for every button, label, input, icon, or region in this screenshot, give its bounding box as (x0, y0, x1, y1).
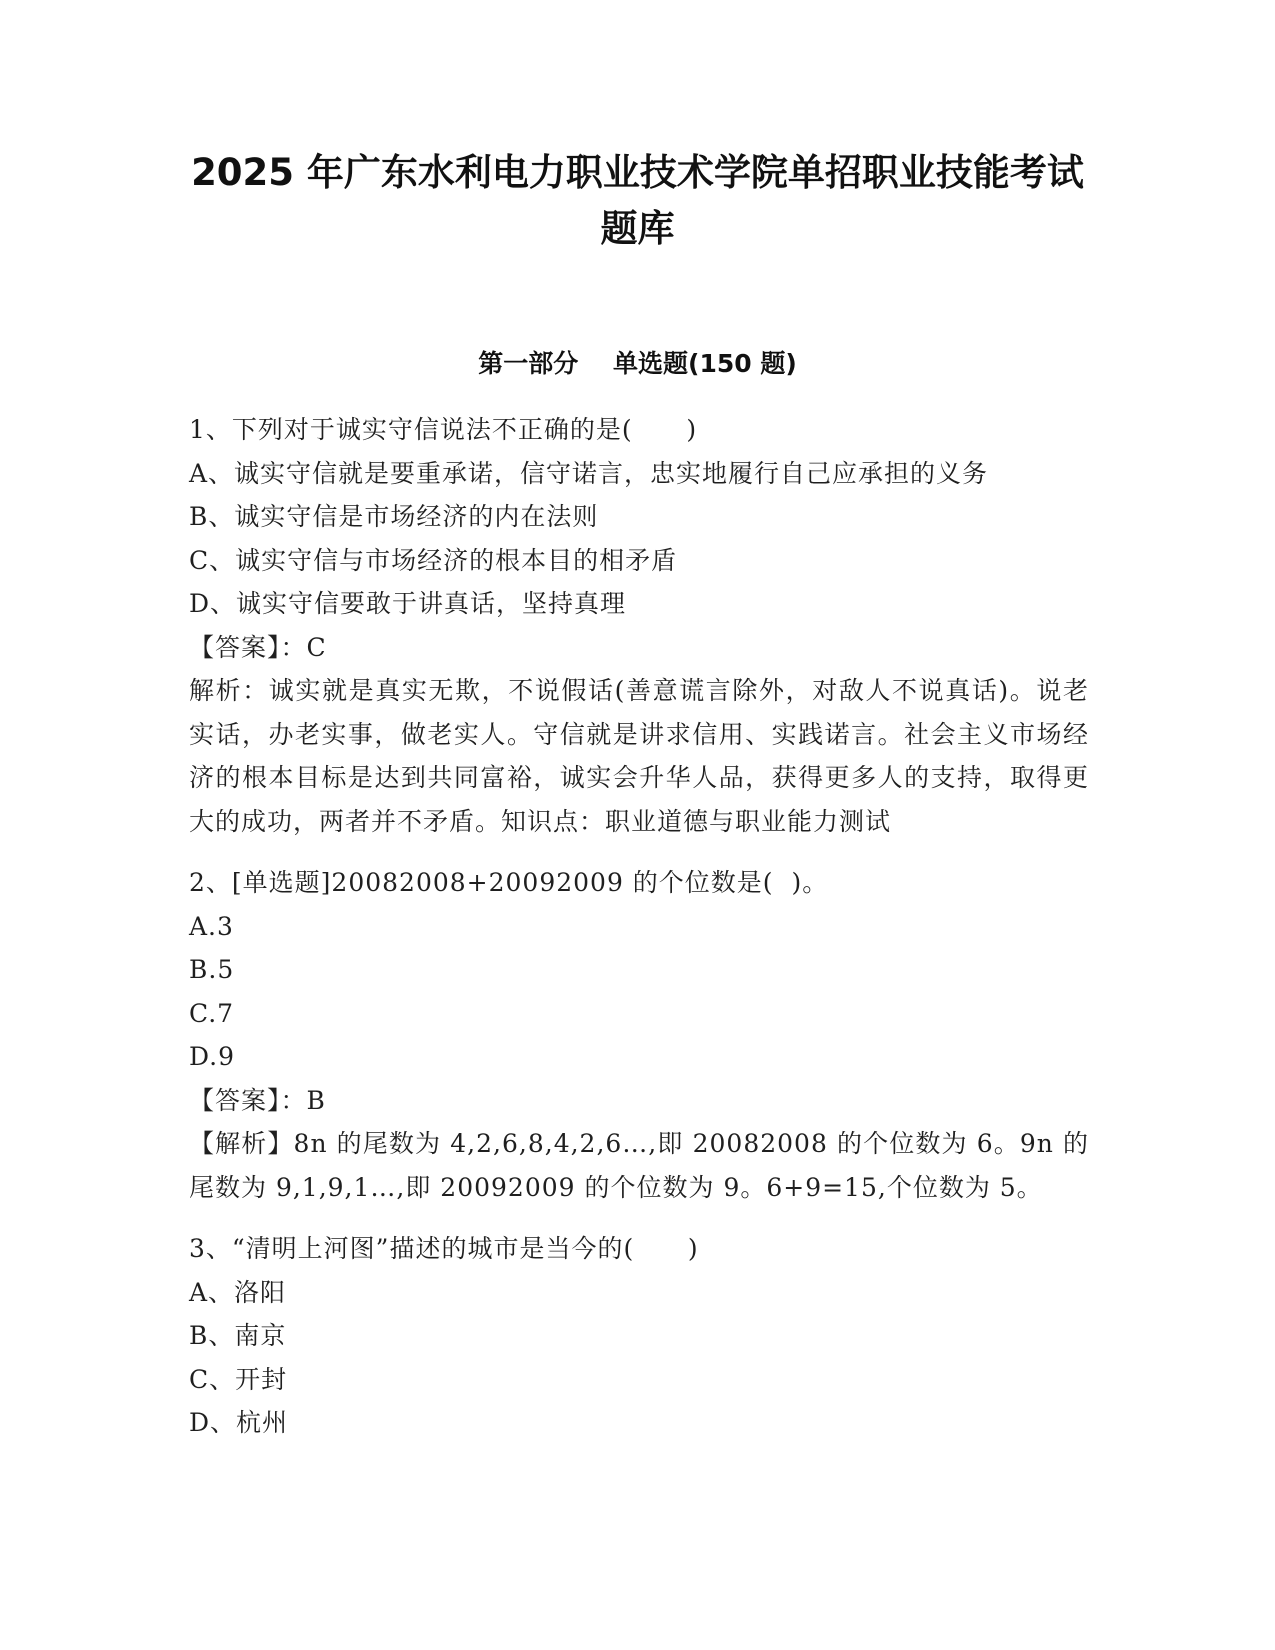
option-c: C、开封 (189, 1364, 288, 1394)
option-a: A、洛阳 (189, 1277, 287, 1307)
question-3 (189, 1227, 1089, 1445)
question-1 (189, 408, 1089, 843)
option-b: B、诚实守信是市场经济的内在法则 (189, 502, 599, 531)
option-a: A.3 (189, 911, 234, 941)
analysis-paragraph: 解析：诚实就是真实无欺，不说假话(善意谎言除外，对敌人不说真话)。说老实话，办老实事，做老实人。守信就是讲求信用、实践诺言。社会主义市场经济的根本目标是达到共同富裕，诚实会升华人品，获得更多人的支持，取得更大的成功，两者并不矛盾。知识点：职业道德与职业能力测试 (189, 676, 1089, 836)
option-d: D、杭州 (189, 1408, 289, 1437)
answer-line: 【答案】：C (189, 632, 327, 662)
option-c: C.7 (189, 998, 235, 1028)
question-list (189, 408, 1089, 1445)
answer-line: 【答案】：B (189, 1085, 326, 1115)
option-d: D、诚实守信要敢于讲真话，坚持真理 (189, 589, 627, 618)
analysis-paragraph: 【解析】8n 的尾数为 4,2,6,8,4,2,6…,即 20082008 的个位数为 6。9n 的尾数为 9,1,9,1…,即 20092009 的个位数为 9。6+9=15,个位数为 5。 (189, 1129, 1089, 1202)
option-a: A、诚实守信就是要重承诺，信守诺言，忠实地履行自己应承担的义务 (189, 458, 989, 488)
section-heading: 第一部分 单选题(150 题) (478, 349, 797, 378)
option-c: C、诚实守信与市场经济的根本目的相矛盾 (189, 545, 678, 575)
question-stem: 3、“清明上河图”描述的城市是当今的( ) (189, 1234, 699, 1263)
document-title (180, 145, 1095, 257)
question-2 (189, 861, 1089, 1209)
option-d: D.9 (189, 1042, 236, 1071)
question-stem: 1、下列对于诚实守信说法不正确的是( ) (189, 415, 698, 444)
option-b: B.5 (189, 955, 235, 984)
question-stem: 2、[单选题]20082008+20092009 的个位数是( )。 (189, 868, 829, 897)
option-b: B、南京 (189, 1321, 287, 1350)
document-title-line-2: 题库 (600, 207, 675, 250)
document-title-line-1: 2025 年广东水利电力职业技术学院单招职业技能考试 (191, 151, 1084, 194)
